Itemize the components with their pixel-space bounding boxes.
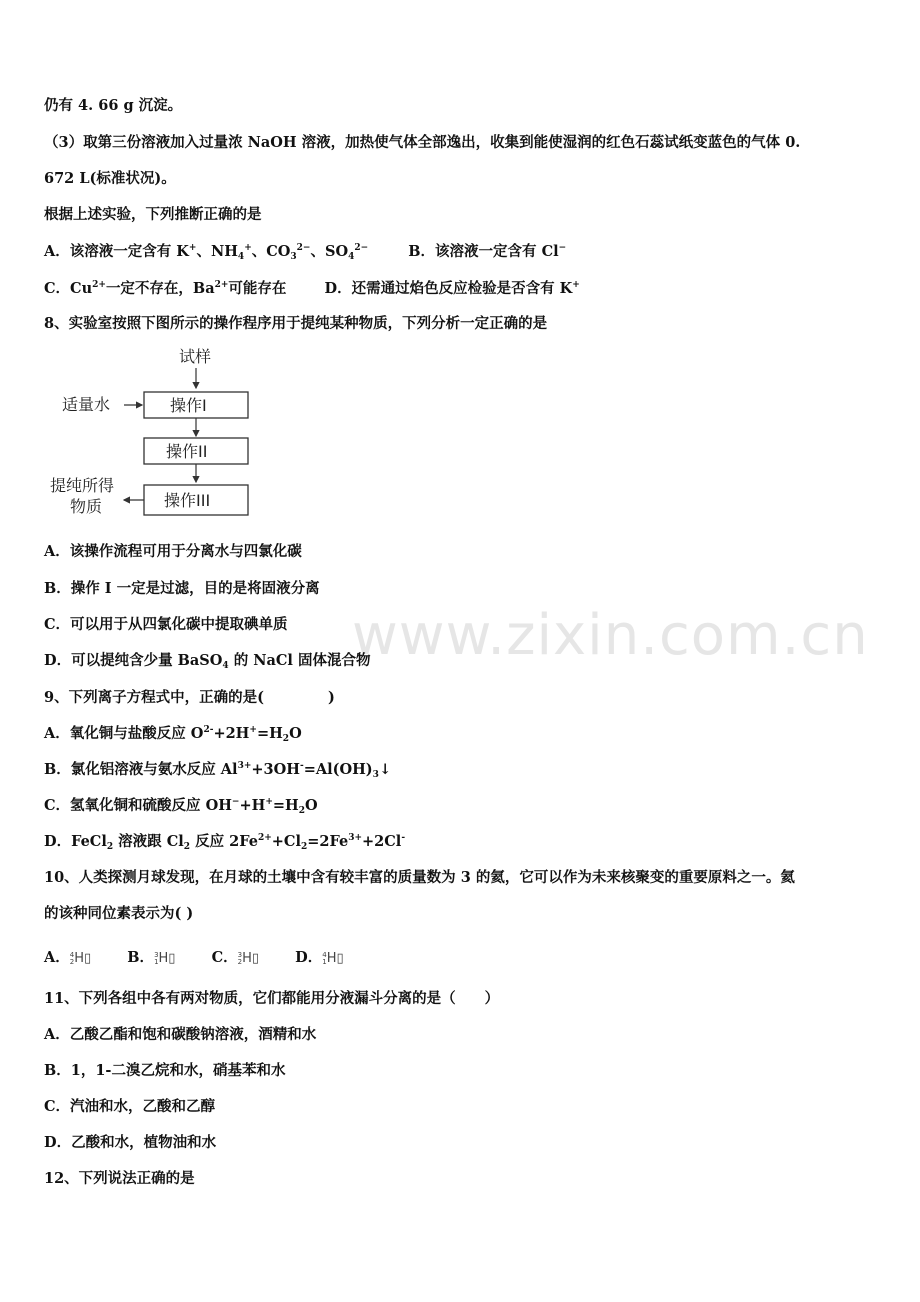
q12-stem: 12、下列说法正确的是 — [44, 1170, 195, 1187]
q8-flowchart — [44, 342, 264, 522]
flow-product-line1: 提纯所得 — [50, 476, 115, 495]
flow-op1-label: 操作I — [170, 396, 207, 415]
q10-options — [44, 949, 344, 968]
q7-option-a-b — [44, 243, 566, 261]
q8-stem: 8、实验室按照下图所示的操作程序用于提纯某种物质，下列分析一定正确的是 — [44, 315, 548, 332]
q11-stem: 11、下列各组中各有两对物质，它们都能用分液漏斗分离的是（ ） — [44, 990, 500, 1007]
q11-option-b: B．1，1-二溴乙烷和水，硝基苯和水 — [44, 1062, 286, 1079]
flow-op3-label: 操作III — [164, 491, 211, 510]
q10-stem-line1: 10、人类探测月球发现，在月球的土壤中含有较丰富的质量数为 3 的氦，它可以作为未来核聚变的重要原料之一。氦 — [44, 869, 795, 886]
q7-option-b: B．该溶液一定含有 Cl− — [408, 243, 567, 260]
q10-stem-line2: 的该种同位素表示为( ) — [44, 905, 194, 922]
q8-option-b: B．操作 I 一定是过滤，目的是将固液分离 — [44, 580, 320, 597]
q7-line2: （3）取第三份溶液加入过量浓 NaOH 溶液，加热使气体全部逸出，收集到能使湿润的红色石蕊试纸变蓝色的气体 0. — [44, 134, 801, 151]
q9-option-a: A．氧化铜与盐酸反应 $O^{2-}+2H^+=H_2O$ — [44, 725, 302, 744]
q7-option-d: D．还需通过焰色反应检验是否含有 K+ — [324, 280, 580, 297]
q9-option-d: D．FeCl$_2$ 溶液跟 $Cl_2$ 反应 $2Fe^{2+}+Cl_2=2Fe^{3+}+2Cl^-$ — [44, 833, 406, 852]
watermark: www.zixin.com.cn — [352, 603, 869, 668]
flow-op2-label: 操作II — [166, 442, 208, 461]
q11-option-d: D．乙酸和水，植物油和水 — [44, 1134, 217, 1151]
q10-option-c: C．3 2H▯ — [211, 949, 260, 966]
q11-option-a: A．乙酸乙酯和饱和碳酸钠溶液，酒精和水 — [44, 1026, 317, 1043]
q7-option-c: C．$Cu^{2+}$一定不存在，$Ba^{2+}$可能存在 — [44, 280, 287, 297]
q7-option-a: A．该溶液一定含有 K+、$NH_4^+$、$CO_3^{2-}$、$SO_4^{2-}$ — [44, 243, 369, 262]
flow-product-line2: 物质 — [70, 497, 103, 516]
q10-option-d: D．4 1H▯ — [295, 949, 344, 966]
q11-option-c: C．汽油和水，乙酸和乙醇 — [44, 1098, 216, 1115]
q8-option-a: A．该操作流程可用于分离水与四氯化碳 — [44, 543, 302, 560]
q7-line1: 仍有 4. 66 g 沉淀。 — [44, 97, 183, 114]
q7-option-c-d — [44, 280, 580, 298]
q9-option-b: B．氯化铝溶液与氨水反应 $Al^{3+}+3OH^-=Al(OH)_3↓$ — [44, 761, 392, 780]
flow-sample-label: 试样 — [179, 347, 212, 366]
q9-stem: 9、下列离子方程式中，正确的是( ) — [44, 689, 335, 706]
flow-water-label: 适量水 — [62, 395, 111, 414]
q7-line3: 672 L(标准状况)。 — [44, 170, 176, 187]
q7-line4: 根据上述实验，下列推断正确的是 — [44, 206, 262, 223]
q8-option-c: C．可以用于从四氯化碳中提取碘单质 — [44, 616, 288, 633]
q10-option-b: B．3 1H▯ — [127, 949, 176, 966]
q9-option-c: C．氢氧化铜和硫酸反应 $OH^-+H^+=H_2O$ — [44, 797, 318, 816]
q10-option-a: A．4 2H▯ — [44, 949, 92, 966]
q8-option-d: D．可以提纯含少量 BaSO$_4$ 的 NaCl 固体混合物 — [44, 652, 371, 671]
